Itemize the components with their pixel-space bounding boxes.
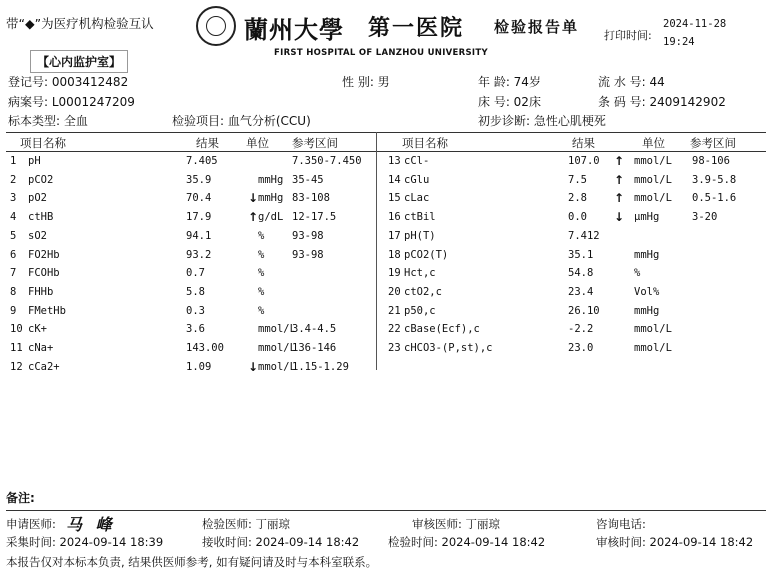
item-name: cNa+ [28,342,54,354]
reference-range: 3.9-5.8 [692,173,737,186]
review-time: 审核时间: 2024-09-14 18:42 [596,535,754,549]
row-number: 23 [388,342,401,354]
unit: mmol/L [634,323,672,336]
reference-range: 93-98 [292,248,324,261]
unit: mmol/L [634,155,672,167]
abnormal-flag: ↑ [614,154,625,168]
table-row [0,152,771,170]
table-row [0,189,771,207]
row-number: 10 [10,323,23,336]
abnormal-flag: ↑ [614,191,625,206]
column-header-result: 结果 [572,136,595,150]
table-row [0,283,771,301]
diagnosis: 初步诊断: 急性心肌梗死 [478,114,606,128]
row-number: 5 [10,229,17,242]
university-name: 蘭州大學 [244,15,344,44]
lab-doctor: 检验医师: 丁丽琼 [202,517,291,531]
item-name: ctBil [404,211,436,224]
item-name: cCa2+ [28,360,60,373]
result-value: 7.5 [568,173,587,186]
row-number: 22 [388,323,401,336]
print-date: 2024-11-28 [663,18,727,30]
unit: % [258,304,265,317]
table-row [0,246,771,264]
row-number: 12 [10,360,23,373]
result-value: 26.10 [568,304,600,317]
unit: g/dL [258,211,284,224]
receive-time: 接收时间: 2024-09-14 18:42 [202,535,360,549]
abnormal-flag: ↓ [248,191,259,206]
reference-range: 98-106 [692,155,730,167]
unit: mmHg [258,173,284,186]
row-number: 1 [10,155,17,167]
barcode-number: 条 码 号: 2409142902 [598,95,726,109]
item-name: pO2 [28,192,47,205]
unit: mmHg [634,248,660,261]
specimen-type: 标本类型: 全血 [8,114,88,128]
inquiry-phone: 咨询电话: [596,517,646,531]
result-value: 94.1 [186,229,212,242]
item-name: ctHB [28,211,54,224]
hospital-english-name: FIRST HOSPITAL OF LANZHOU UNIVERSITY [274,48,488,58]
result-value: 7.412 [568,229,600,242]
item-name: sO2 [28,229,47,242]
row-number: 4 [10,211,17,224]
row-number: 18 [388,248,401,261]
row-number: 2 [10,173,17,186]
row-number: 3 [10,192,17,205]
row-number: 15 [388,192,401,205]
column-header-range: 参考区间 [292,136,338,150]
review-doctor: 审核医师: 丁丽琼 [412,517,501,531]
result-value: 23.4 [568,285,594,298]
reference-range: 1.15-1.29 [292,360,349,373]
unit: mmol/L [258,323,296,336]
reference-range: 136-146 [292,342,337,354]
unit: mmol/L [258,360,296,373]
disclaimer: 本报告仅对本标本负责, 结果供医师参考, 如有疑问请及时与本科室联系。 [6,555,378,569]
row-number: 9 [10,304,17,317]
table-row [0,264,771,282]
unit: mmol/L [634,192,672,205]
print-time-label: 打印时间: [604,29,652,42]
table-row [0,302,771,320]
reference-range: 12-17.5 [292,211,337,224]
result-value: 143.00 [186,342,224,354]
case-number: 病案号: L0001247209 [8,95,135,109]
hospital-name: 第一医院 [368,15,465,41]
result-value: 23.0 [568,342,594,354]
row-number: 19 [388,267,401,280]
unit: mmHg [258,192,284,205]
row-number: 7 [10,267,17,280]
abnormal-flag: ↑ [614,172,625,187]
reference-range: 3-20 [692,211,718,224]
column-header-unit: 单位 [246,136,269,150]
result-value: 0.7 [186,267,205,280]
table-row [0,339,771,357]
hospital-logo-icon [196,6,236,46]
result-value: 35.1 [568,248,594,261]
row-number: 17 [388,229,401,242]
item-name: FHHb [28,285,54,298]
report-title: 检验报告单 [494,18,580,36]
unit: % [258,248,265,261]
item-name: Hct,c [404,267,436,280]
unit: % [634,267,641,280]
row-number: 6 [10,248,17,261]
table-row [0,358,771,376]
abnormal-flag: ↓ [248,359,259,374]
unit: mmol/L [634,342,672,354]
item-name: cGlu [404,173,430,186]
item-name: cCl- [404,155,430,167]
result-value: -2.2 [568,323,594,336]
reference-range: 3.4-4.5 [292,323,337,336]
result-value: 70.4 [186,192,212,205]
registration-number: 登记号: 0003412482 [8,75,129,89]
item-name: FO2Hb [28,248,60,261]
unit: μmHg [634,211,660,224]
reference-range: 93-98 [292,229,324,242]
bed-number: 床 号: 02床 [478,95,541,109]
item-name: pH [28,155,41,167]
row-number: 21 [388,304,401,317]
test-time: 检验时间: 2024-09-14 18:42 [388,535,546,549]
result-value: 2.8 [568,192,587,205]
unit: % [258,267,265,280]
table-row [0,171,771,189]
table-row [0,227,771,245]
table-row [0,320,771,338]
unit: mmol/L [634,173,672,186]
reference-range: 35-45 [292,173,324,186]
serial-number: 流 水 号: 44 [598,75,665,89]
collect-time: 采集时间: 2024-09-14 18:39 [6,535,164,549]
mutual-recognition-note: 带“◆”为医疗机构检验互认 [6,16,154,31]
footer-top-rule [6,510,766,511]
row-number: 11 [10,342,23,354]
result-value: 54.8 [568,267,594,280]
print-time: 19:24 [663,36,695,48]
result-value: 35.9 [186,173,212,186]
item-name: p50,c [404,304,436,317]
remarks-label: 备注: [6,491,35,505]
item-name: pCO2 [28,173,54,186]
result-value: 93.2 [186,248,212,261]
item-name: ctO2,c [404,285,442,298]
row-number: 13 [388,155,401,167]
reference-range: 7.350-7.450 [292,155,362,167]
result-value: 0.3 [186,304,205,317]
row-number: 16 [388,211,401,224]
table-top-rule [6,132,766,133]
table-row [0,208,771,226]
row-number: 20 [388,285,401,298]
result-value: 1.09 [186,360,212,373]
row-number: 8 [10,285,17,298]
unit: mmHg [634,304,660,317]
row-number: 14 [388,173,401,186]
item-name: cBase(Ecf),c [404,323,480,336]
column-header-range: 参考区间 [690,136,736,150]
result-value: 7.405 [186,155,218,167]
column-header-item: 项目名称 [20,136,66,150]
result-value: 0.0 [568,211,587,224]
reference-range: 0.5-1.6 [692,192,737,205]
requesting-doctor-label: 申请医师: [6,517,56,531]
age: 年 龄: 74岁 [478,75,541,89]
column-header-unit: 单位 [642,136,665,150]
result-value: 3.6 [186,323,205,336]
unit: % [258,285,265,298]
abnormal-flag: ↑ [248,210,259,225]
unit: mmol/L [258,342,296,354]
test-item: 检验项目: 血气分析(CCU) [172,114,311,128]
item-name: cK+ [28,323,47,336]
column-header-item: 项目名称 [402,136,448,150]
unit: % [258,229,265,242]
result-value: 107.0 [568,155,600,167]
result-value: 5.8 [186,285,205,298]
item-name: cHCO3-(P,st),c [404,342,493,354]
item-name: pH(T) [404,229,436,242]
item-name: FMetHb [28,304,66,317]
gender: 性 别: 男 [342,75,390,89]
abnormal-flag: ↓ [614,210,625,225]
unit: Vol% [634,285,660,298]
item-name: FCOHb [28,267,60,280]
reference-range: 83-108 [292,192,330,205]
result-value: 17.9 [186,211,212,224]
requesting-doctor-signature: 马 峰 [66,515,116,534]
item-name: pCO2(T) [404,248,449,261]
department-label: 【心内监护室】 [30,50,128,73]
item-name: cLac [404,192,430,205]
column-header-result: 结果 [196,136,219,150]
